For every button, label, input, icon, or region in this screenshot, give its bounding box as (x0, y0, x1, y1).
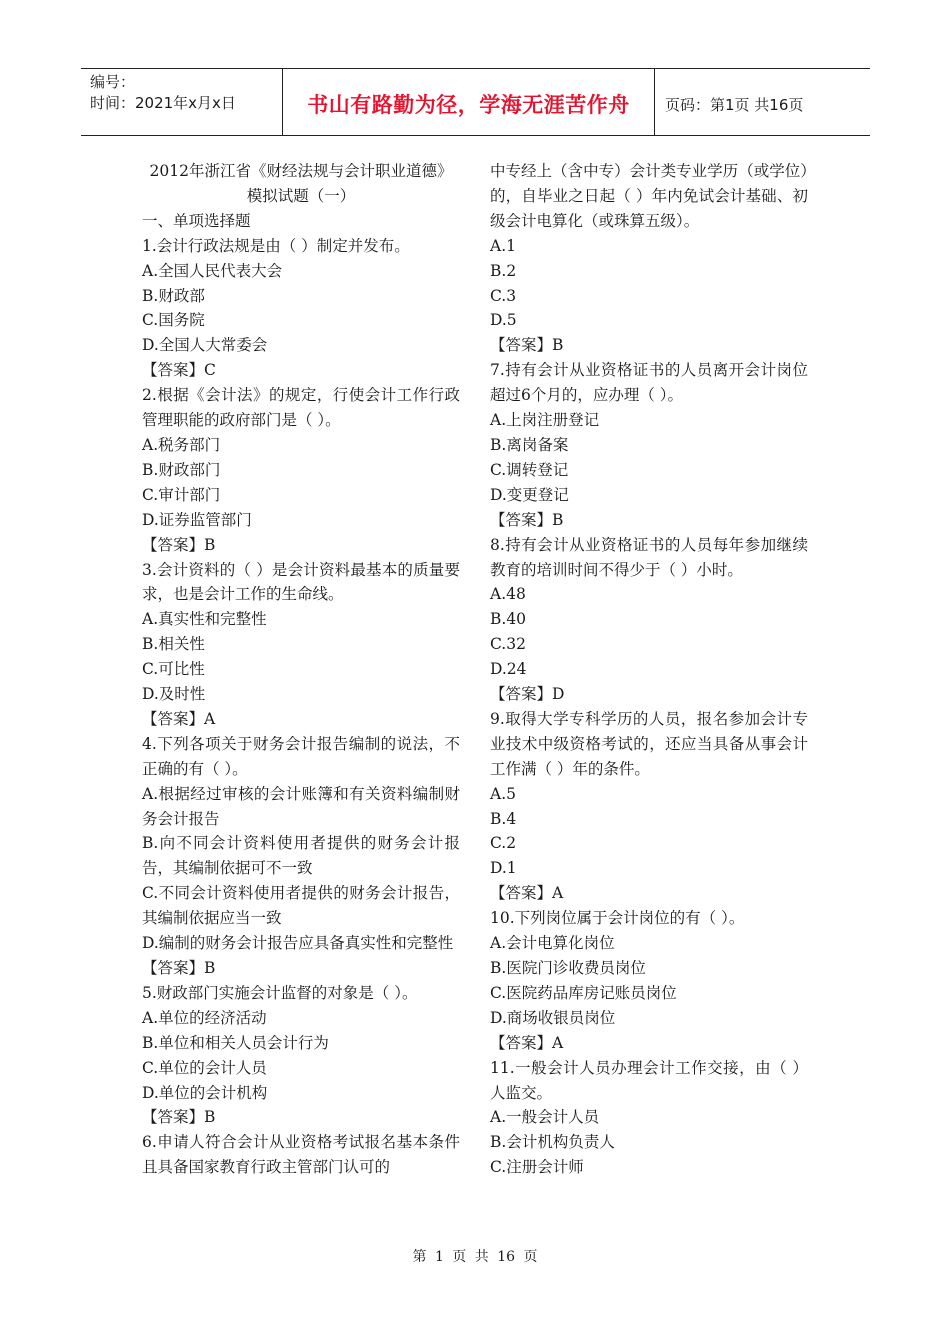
answer-option: C.国务院 (142, 311, 205, 330)
answer-key: 【答案】B (490, 336, 564, 355)
document-number-label: 编号： (90, 73, 136, 91)
answer-option: A.一般会计人员 (490, 1108, 600, 1127)
answer-option: B.会计机构负责人 (490, 1133, 615, 1152)
question-text: 4.下列各项关于财务会计报告编制的说法，不正确的有（ ）。 (142, 734, 460, 778)
answer-option: B.2 (490, 261, 517, 280)
answer-option: B.离岗备案 (490, 435, 569, 454)
answer-key: 【答案】A (142, 709, 216, 728)
answer-option: C.注册会计师 (490, 1158, 584, 1177)
answer-key: 【答案】B (142, 1108, 216, 1127)
answer-option: A.税务部门 (142, 435, 221, 454)
header-motto: 书山有路勤为径，学海无涯苦作舟 (307, 93, 630, 117)
answer-option: C.单位的会计人员 (142, 1058, 267, 1077)
answer-option: D.变更登记 (490, 485, 569, 504)
left-column (142, 159, 460, 1180)
answer-option: B.医院门诊收费员岗位 (490, 959, 646, 977)
answer-option: A.48 (490, 585, 526, 604)
answer-key: 【答案】D (490, 685, 565, 704)
header-page-info-cell (655, 69, 870, 135)
answer-option: A.单位的经济活动 (142, 1008, 267, 1027)
answer-option: B.4 (490, 809, 517, 828)
answer-key: 【答案】B (142, 535, 216, 554)
question-text: 11.一般会计人员办理会计工作交接，由（ ）人监交。 (490, 1058, 808, 1102)
answer-key: 【答案】C (142, 361, 216, 380)
question-text: 8.持有会计从业资格证书的人员每年参加继续教育的培训时间不得少于（ ）小时。 (490, 535, 808, 579)
answer-option: A.会计电算化岗位 (490, 934, 615, 953)
answer-key: 【答案】A (490, 1033, 564, 1052)
answer-option: C.不同会计资料使用者提供的财务会计报告，其编制依据应当一致 (142, 884, 460, 928)
answer-option: C.医院药品库房记账员岗位 (490, 983, 677, 1002)
answer-option: D.及时性 (142, 685, 206, 704)
question-text: 1.会计行政法规是由（ ）制定并发布。 (142, 236, 410, 255)
answer-key: 【答案】B (142, 959, 216, 977)
question-text: 2.根据《会计法》的规定，行使会计工作行政管理职能的政府部门是（ ）。 (142, 386, 460, 430)
header-motto-cell (283, 69, 655, 135)
answer-option: D.证券监管部门 (142, 510, 252, 529)
answer-option: D.5 (490, 311, 517, 330)
document-title: 2012年浙江省《财经法规与会计职业道德》模拟试题（一） (149, 162, 453, 205)
answer-key: 【答案】B (490, 510, 564, 529)
header-page-info: 页码：第1页 共16页 (665, 95, 804, 114)
question-text: 10.下列岗位属于会计岗位的有（ ）。 (490, 909, 745, 928)
answer-option: B.财政部门 (142, 460, 221, 479)
answer-option: C.2 (490, 834, 517, 853)
answer-option: D.全国人大常委会 (142, 336, 268, 355)
answer-option: B.相关性 (142, 635, 205, 654)
question-text: 3.会计资料的（ ）是会计资料最基本的质量要求，也是会计工作的生命线。 (142, 560, 460, 604)
answer-option: B.财政部 (142, 286, 205, 305)
page-header (81, 68, 870, 136)
answer-option: D.编制的财务会计报告应具备真实性和完整性 (142, 934, 454, 953)
answer-option: A.真实性和完整性 (142, 610, 267, 629)
answer-option: A.上岗注册登记 (490, 411, 600, 430)
answer-option: A.1 (490, 236, 516, 255)
answer-option: D.单位的会计机构 (142, 1083, 268, 1102)
header-meta (81, 69, 283, 135)
answer-key: 【答案】A (490, 884, 564, 903)
answer-option: C.32 (490, 635, 526, 654)
question-text: 7.持有会计从业资格证书的人员离开会计岗位超过6个月的，应办理（ ）。 (490, 361, 808, 405)
question-text: 5.财政部门实施会计监督的对象是（ ）。 (142, 983, 418, 1002)
question-text-continued: 中专经上（含中专）会计类专业学历（或学位）的，自毕业之日起（ ）年内免试会计基础、初级会计电算化（或珠算五级）。 (490, 162, 808, 230)
answer-option: A.全国人民代表大会 (142, 261, 283, 280)
answer-option: D.商场收银员岗位 (490, 1008, 616, 1027)
answer-option: C.3 (490, 286, 517, 305)
answer-option: B.向不同会计资料使用者提供的财务会计报告，其编制依据可不一致 (142, 834, 460, 878)
answer-option: C.审计部门 (142, 485, 221, 504)
page-footer: 第 1 页 共 16 页 (412, 1249, 538, 1265)
answer-option: A.根据经过审核的会计账簿和有关资料编制财务会计报告 (142, 784, 460, 828)
question-text: 9.取得大学专科学历的人员，报名参加会计专业技术中级资格考试的，还应当具备从事会计工作满（ ）年的条件。 (490, 709, 808, 778)
answer-option: D.1 (490, 859, 517, 878)
section-heading: 一、单项选择题 (142, 211, 251, 230)
document-date: 时间：2021年x月x日 (90, 94, 236, 112)
answer-option: C.可比性 (142, 660, 205, 679)
answer-option: C.调转登记 (490, 460, 569, 479)
question-text: 6.申请人符合会计从业资格考试报名基本条件且具备国家教育行政主管部门认可的 (142, 1133, 460, 1177)
answer-option: A.5 (490, 784, 516, 803)
answer-option: B.单位和相关人员会计行为 (142, 1033, 329, 1052)
answer-option: B.40 (490, 610, 527, 629)
right-column (490, 159, 808, 1180)
answer-option: D.24 (490, 660, 527, 679)
